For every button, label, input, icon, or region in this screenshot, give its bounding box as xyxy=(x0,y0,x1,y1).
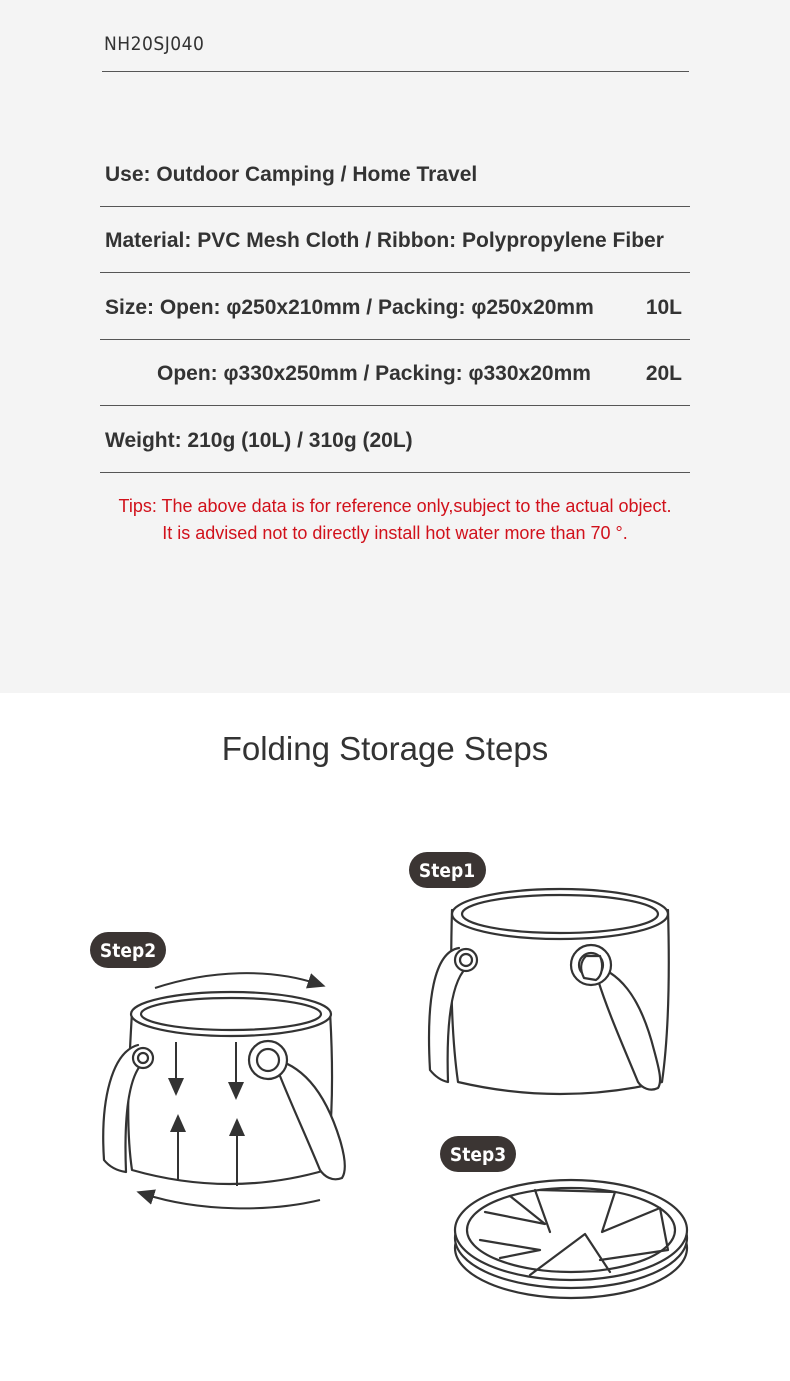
folding-steps-illustration xyxy=(0,820,790,1360)
step1-badge xyxy=(409,852,486,888)
divider xyxy=(100,272,690,273)
divider xyxy=(100,206,690,207)
steps-title: Folding Storage Steps xyxy=(221,730,549,767)
step1-bucket-drawing xyxy=(429,889,669,1094)
spec-use: Use: Outdoor Camping / Home Travel xyxy=(105,163,478,186)
step2-label: Step2 xyxy=(99,940,157,962)
divider xyxy=(100,405,690,406)
step3-label: Step3 xyxy=(449,1144,507,1166)
tips-line-2: It is advised not to directly install hot water more than 70 °. xyxy=(162,523,628,543)
tips-line-1: Tips: The above data is for reference only,subject to the actual object. xyxy=(118,496,672,516)
spec-row-use xyxy=(100,143,690,207)
step1-label: Step1 xyxy=(418,860,476,882)
spec-row-size-10l xyxy=(100,276,690,340)
capacity-10l: 10L xyxy=(645,296,682,319)
spec-size-20l: Open: φ330x250mm / Packing: φ330x20mm xyxy=(157,362,591,385)
step2-bucket-drawing xyxy=(103,992,345,1184)
spec-weight: Weight: 210g (10L) / 310g (20L) xyxy=(105,429,413,452)
spec-row-size-20l xyxy=(100,342,690,406)
step3-badge xyxy=(440,1136,516,1172)
divider xyxy=(100,339,690,340)
spec-size-10l: Size: Open: φ250x210mm / Packing: φ250x20mm xyxy=(105,296,594,319)
divider xyxy=(100,472,690,473)
spec-row-weight xyxy=(100,409,690,473)
model-code: NH20SJ040 xyxy=(104,33,205,55)
spec-row-material xyxy=(100,209,690,273)
divider xyxy=(102,71,689,72)
step2-badge xyxy=(90,932,166,968)
step3-folded-disc-drawing xyxy=(455,1180,687,1298)
spec-material: Material: PVC Mesh Cloth / Ribbon: Polypropylene Fiber xyxy=(105,229,664,252)
capacity-20l: 20L xyxy=(645,362,682,385)
